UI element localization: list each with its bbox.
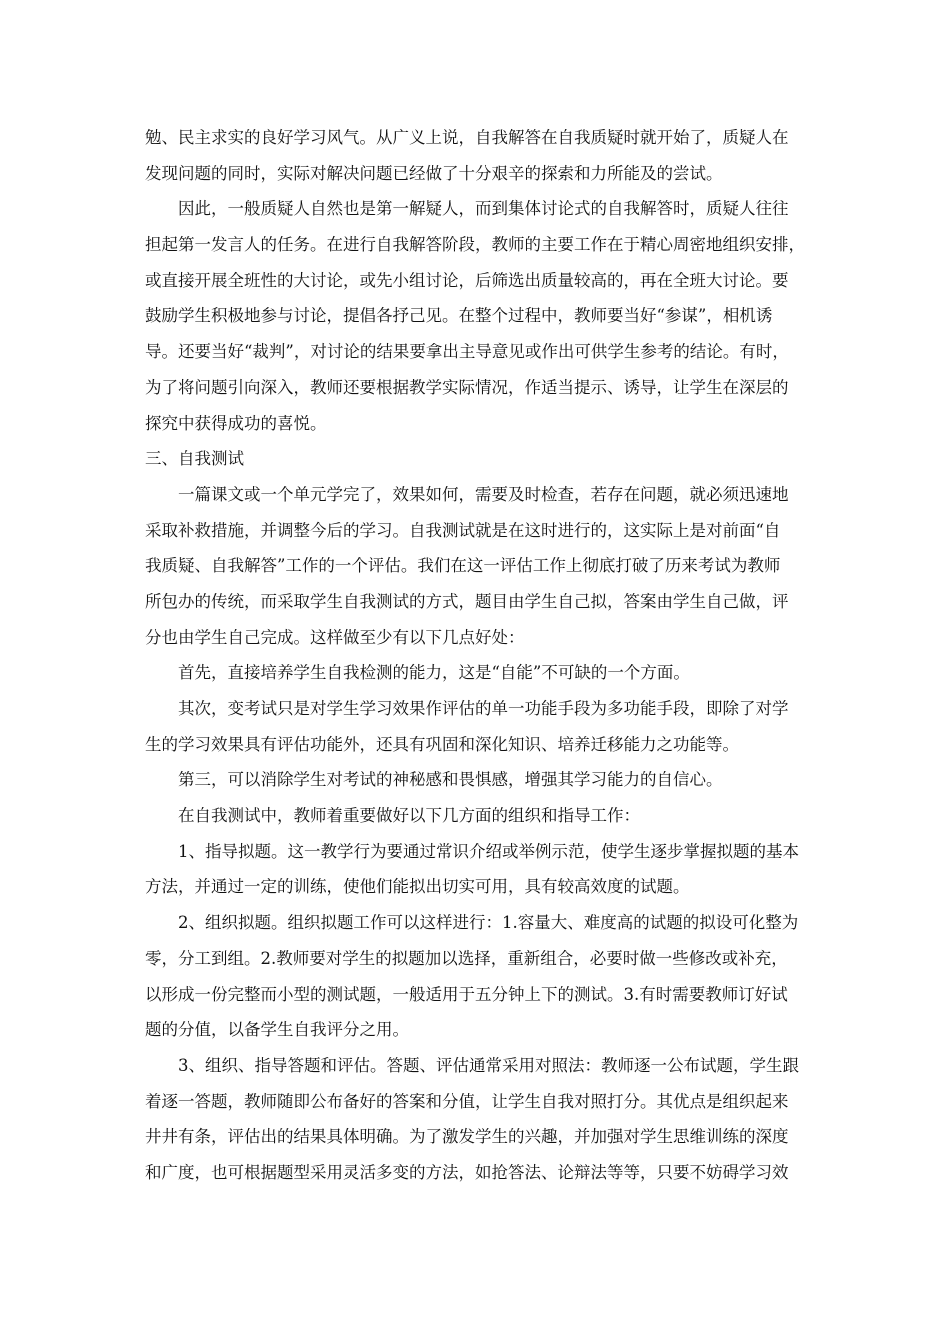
text-line: 我质疑、自我解答”工作的一个评估。我们在这一评估工作上彻底打破了历来考试为教师 bbox=[145, 556, 781, 576]
text-line: 第三，可以消除学生对考试的神秘感和畏惧感，增强其学习能力的自信心。 bbox=[178, 770, 723, 790]
document-body bbox=[145, 120, 807, 1191]
text-line: 方法，并通过一定的训练，使他们能拟出切实可用，具有较高效度的试题。 bbox=[145, 877, 690, 897]
text-line: 2、组织拟题。组织拟题工作可以这样进行：1.容量大、难度高的试题的拟设可化整为 bbox=[178, 913, 799, 933]
text-line: 生的学习效果具有评估功能外，还具有巩固和深化知识、培养迁移能力之功能等。 bbox=[145, 734, 739, 754]
text-line: 1、指导拟题。这一教学行为要通过常识介绍或举例示范，使学生逐步掌握拟题的基本 bbox=[178, 841, 799, 861]
text-line: 为了将问题引向深入，教师还要根据教学实际情况，作适当提示、诱导，让学生在深层的 bbox=[145, 377, 789, 397]
text-line: 鼓励学生积极地参与讨论，提倡各抒己见。在整个过程中，教师要当好“参谋”，相机诱 bbox=[145, 306, 773, 326]
text-line: 一篇课文或一个单元学完了，效果如何，需要及时检查，若存在问题，就必须迅速地 bbox=[178, 484, 789, 504]
text-line: 零，分工到组。2.教师要对学生的拟题加以选择，重新组合，必要时做一些修改或补充， bbox=[145, 948, 788, 968]
text-line: 所包办的传统，而采取学生自我测试的方式，题目由学生自己拟，答案由学生自己做，评 bbox=[145, 591, 789, 611]
text-line: 探究中获得成功的喜悦。 bbox=[145, 413, 327, 433]
text-line: 导。还要当好“裁判”，对讨论的结果要拿出主导意见或作出可供学生参考的结论。有时， bbox=[145, 342, 789, 362]
text-line: 或直接开展全班性的大讨论，或先小组讨论，后筛选出质量较高的，再在全班大讨论。要 bbox=[145, 270, 789, 290]
text-line: 发现问题的同时，实际对解决问题已经做了十分艰辛的探索和力所能及的尝试。 bbox=[145, 163, 723, 183]
text-line: 以形成一份完整而小型的测试题，一般适用于五分钟上下的测试。3.有时需要教师订好试 bbox=[145, 984, 788, 1004]
text-line: 井井有条，评估出的结果具体明确。为了激发学生的兴趣，并加强对学生思维训练的深度 bbox=[145, 1127, 789, 1147]
text-line: 分也由学生自己完成。这样做至少有以下几点好处： bbox=[145, 627, 525, 647]
text-line: 首先，直接培养学生自我检测的能力，这是“自能”不可缺的一个方面。 bbox=[178, 663, 690, 683]
text-line: 着逐一答题，教师随即公布备好的答案和分值，让学生自我对照打分。其优点是组织起来 bbox=[145, 1091, 789, 1111]
text-line: 其次，变考试只是对学生学习效果作评估的单一功能手段为多功能手段，即除了对学 bbox=[178, 699, 789, 718]
text-line: 在自我测试中，教师着重要做好以下几方面的组织和指导工作： bbox=[178, 806, 640, 826]
text-line: 题的分值，以备学生自我评分之用。 bbox=[145, 1020, 409, 1040]
text-line: 和广度，也可根据题型采用灵活多变的方法，如抢答法、论辩法等等，只要不妨碍学习效 bbox=[145, 1162, 789, 1182]
text-line: 采取补救措施，并调整今后的学习。自我测试就是在这时进行的，这实际上是对前面“自 bbox=[145, 520, 781, 540]
text-line: 勉、民主求实的良好学习风气。从广义上说，自我解答在自我质疑时就开始了，质疑人在 bbox=[145, 128, 789, 147]
text-line: 3、组织、指导答题和评估。答题、评估通常采用对照法：教师逐一公布试题，学生跟 bbox=[178, 1055, 799, 1075]
text-line: 担起第一发言人的任务。在进行自我解答阶段，教师的主要工作在于精心周密地组织安排， bbox=[145, 235, 805, 255]
text-line: 三、自我测试 bbox=[145, 449, 244, 469]
text-line: 因此，一般质疑人自然也是第一解疑人，而到集体讨论式的自我解答时，质疑人往往 bbox=[178, 199, 789, 219]
